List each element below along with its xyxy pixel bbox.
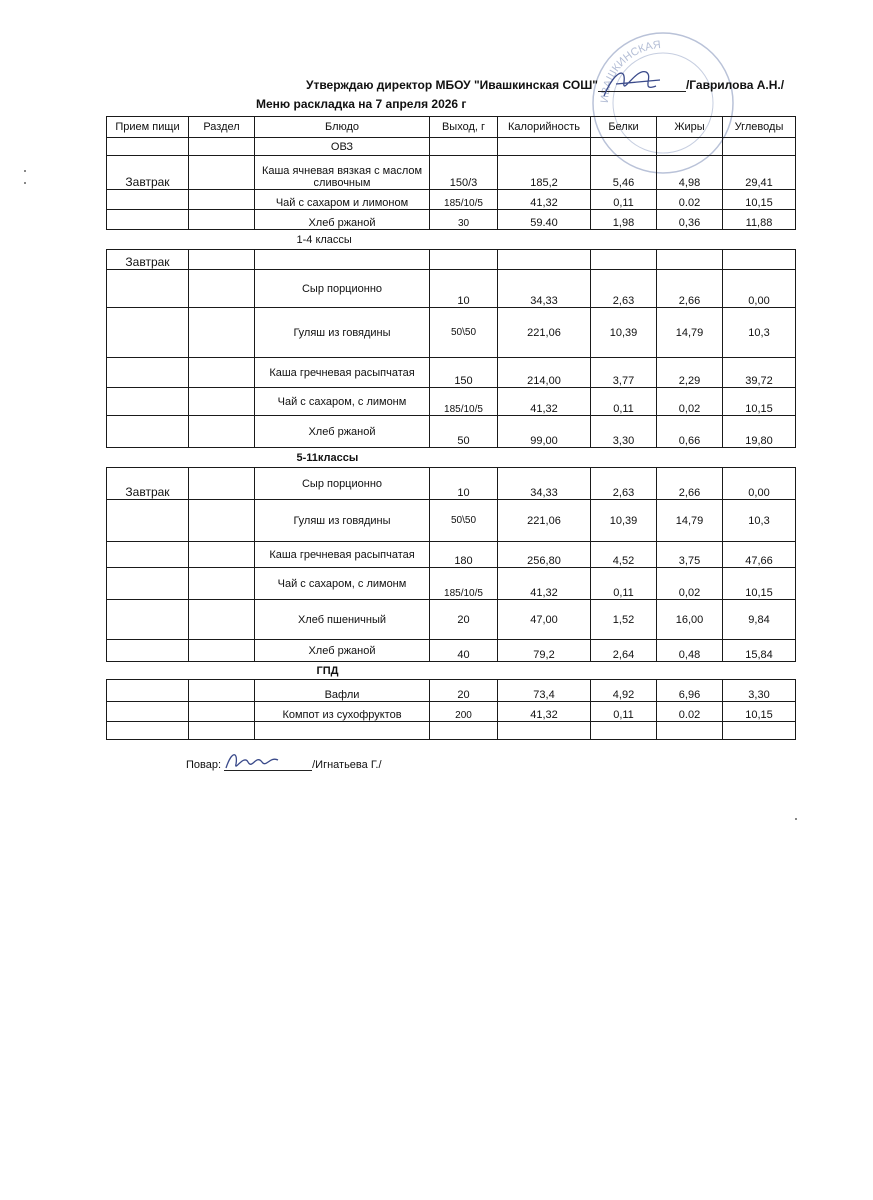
cook-signature: [222, 748, 282, 774]
carbs-cell: 9,84: [723, 600, 796, 640]
carbs-cell: 0,00: [723, 270, 796, 308]
yield-cell: 30: [430, 210, 498, 230]
dish-name: Хлеб ржаной: [255, 640, 430, 662]
table-row: [107, 500, 796, 542]
fat-cell: 2,66: [657, 468, 723, 500]
cook-label: Повар:: [186, 759, 222, 771]
carbs-cell: 10,3: [723, 500, 796, 542]
fat-cell: 14,79: [657, 308, 723, 358]
table-header-row: [107, 117, 796, 138]
col-fat-header: Жиры: [657, 117, 723, 138]
director-signature: [596, 62, 666, 102]
table-row: [107, 308, 796, 358]
scan-speck: [24, 182, 26, 184]
dish-name: Каша гречневая расыпчатая: [255, 542, 430, 568]
carbs-cell: 10,15: [723, 388, 796, 416]
fat-cell: 16,00: [657, 600, 723, 640]
yield-cell: 10: [430, 468, 498, 500]
yield-cell: 40: [430, 640, 498, 662]
fat-cell: 14,79: [657, 500, 723, 542]
col-carbs-header: Углеводы: [723, 117, 796, 138]
fat-cell: 0,66: [657, 416, 723, 448]
fat-cell: 4,98: [657, 156, 723, 190]
dish-name: Гуляш из говядины: [255, 500, 430, 542]
yield-cell: 185/10/5: [430, 388, 498, 416]
kcal-cell: 214,00: [498, 358, 591, 388]
table-row: [107, 416, 796, 448]
table-row: [107, 358, 796, 388]
dish-name: Чай с сахаром и лимоном: [255, 190, 430, 210]
yield-cell: 150/3: [430, 156, 498, 190]
carbs-cell: 39,72: [723, 358, 796, 388]
stamp-text: ИВАШКИНСКАЯ: [598, 38, 662, 104]
yield-cell: 20: [430, 600, 498, 640]
carbs-cell: 10,15: [723, 190, 796, 210]
table-row: [107, 722, 796, 740]
col-section-header: Раздел: [189, 117, 255, 138]
carbs-cell: 19,80: [723, 416, 796, 448]
table-row: [107, 388, 796, 416]
kcal-cell: 34,33: [498, 468, 591, 500]
yield-cell: 200: [430, 702, 498, 722]
protein-cell: 0,11: [591, 568, 657, 600]
protein-cell: 3,30: [591, 416, 657, 448]
dish-name: Каша гречневая расыпчатая: [255, 358, 430, 388]
yield-cell: 185/10/5: [430, 568, 498, 600]
kcal-cell: 47,00: [498, 600, 591, 640]
carbs-cell: 29,41: [723, 156, 796, 190]
yield-cell: 50\50: [430, 308, 498, 358]
kcal-cell: 185,2: [498, 156, 591, 190]
protein-cell: 2,63: [591, 270, 657, 308]
protein-cell: 2,64: [591, 640, 657, 662]
dish-name: Хлеб пшеничный: [255, 600, 430, 640]
col-kcal-header: Калорийность: [498, 117, 591, 138]
yield-cell: 50: [430, 416, 498, 448]
approval-line: [306, 78, 784, 92]
carbs-cell: 11,88: [723, 210, 796, 230]
yield-cell: 185/10/5: [430, 190, 498, 210]
meal-label: Завтрак: [107, 250, 189, 270]
fat-cell: 0.02: [657, 190, 723, 210]
table-row: [107, 680, 796, 702]
fat-cell: 0,02: [657, 568, 723, 600]
col-meal-header: Прием пищи: [107, 117, 189, 138]
yield-cell: 150: [430, 358, 498, 388]
carbs-cell: 15,84: [723, 640, 796, 662]
dish-name: Хлеб ржаной: [255, 416, 430, 448]
scan-speck: [795, 818, 797, 820]
table-row: [107, 702, 796, 722]
protein-cell: 10,39: [591, 500, 657, 542]
protein-cell: 4,52: [591, 542, 657, 568]
table-row: [107, 250, 796, 270]
dish-name: Чай с сахаром, с лимонм: [255, 388, 430, 416]
section-label-5-11: 5-11классы: [107, 448, 796, 468]
protein-cell: 0,11: [591, 388, 657, 416]
dish-name: Компот из сухофруктов: [255, 702, 430, 722]
protein-cell: 1,98: [591, 210, 657, 230]
section-row-ovz: [107, 138, 796, 156]
kcal-cell: 41,32: [498, 388, 591, 416]
fat-cell: 0.02: [657, 702, 723, 722]
yield-cell: 10: [430, 270, 498, 308]
dish-name: Каша ячневая вязкая с маслом сливочным: [255, 156, 430, 190]
protein-cell: 0,11: [591, 190, 657, 210]
kcal-cell: 221,06: [498, 500, 591, 542]
fat-cell: 0,48: [657, 640, 723, 662]
cook-signature-line: [186, 758, 382, 771]
section-label-1-4: 1-4 классы: [107, 230, 796, 250]
dish-name: Чай с сахаром, с лимонм: [255, 568, 430, 600]
kcal-cell: 59.40: [498, 210, 591, 230]
scan-speck: [24, 170, 26, 172]
col-yield-header: Выход, г: [430, 117, 498, 138]
dish-name: Гуляш из говядины: [255, 308, 430, 358]
table-row: [107, 210, 796, 230]
dish-name: Сыр порционно: [255, 468, 430, 500]
table-row: [107, 190, 796, 210]
kcal-cell: 99,00: [498, 416, 591, 448]
menu-table: [106, 116, 796, 740]
director-name: /Гаврилова А.Н./: [685, 78, 785, 92]
table-row: [107, 156, 796, 190]
kcal-cell: 41,32: [498, 702, 591, 722]
fat-cell: 0,02: [657, 388, 723, 416]
approval-prefix: Утверждаю директор МБОУ "Ивашкинская СОШ": [306, 78, 598, 92]
carbs-cell: 10,15: [723, 568, 796, 600]
col-dish-header: Блюдо: [255, 117, 430, 138]
section-row-5-11: [107, 448, 796, 468]
protein-cell: 0,11: [591, 702, 657, 722]
carbs-cell: 10,3: [723, 308, 796, 358]
kcal-cell: 221,06: [498, 308, 591, 358]
meal-label: Завтрак: [107, 468, 189, 500]
section-row-1-4: [107, 230, 796, 250]
col-protein-header: Белки: [591, 117, 657, 138]
kcal-cell: 34,33: [498, 270, 591, 308]
dish-name: Вафли: [255, 680, 430, 702]
page-title: Меню раскладка на 7 апреля 2026 г: [256, 97, 467, 111]
table-row: [107, 542, 796, 568]
table-row: [107, 640, 796, 662]
section-label-ovz: ОВЗ: [255, 138, 430, 156]
fat-cell: 3,75: [657, 542, 723, 568]
fat-cell: 2,66: [657, 270, 723, 308]
fat-cell: 6,96: [657, 680, 723, 702]
protein-cell: 3,77: [591, 358, 657, 388]
table-row: [107, 468, 796, 500]
carbs-cell: 10,15: [723, 702, 796, 722]
fat-cell: 2,29: [657, 358, 723, 388]
protein-cell: 1,52: [591, 600, 657, 640]
yield-cell: 50\50: [430, 500, 498, 542]
kcal-cell: 256,80: [498, 542, 591, 568]
dish-name: Сыр порционно: [255, 270, 430, 308]
dish-name: Хлеб ржаной: [255, 210, 430, 230]
table-row: [107, 568, 796, 600]
section-label-gpd: ГПД: [107, 662, 796, 680]
cook-name: /Игнатьева Г./: [312, 759, 382, 771]
carbs-cell: 0,00: [723, 468, 796, 500]
kcal-cell: 41,32: [498, 568, 591, 600]
kcal-cell: 79,2: [498, 640, 591, 662]
fat-cell: 0,36: [657, 210, 723, 230]
carbs-cell: 47,66: [723, 542, 796, 568]
yield-cell: 20: [430, 680, 498, 702]
protein-cell: 10,39: [591, 308, 657, 358]
protein-cell: 2,63: [591, 468, 657, 500]
protein-cell: 5,46: [591, 156, 657, 190]
meal-label: Завтрак: [107, 156, 189, 190]
table-row: [107, 600, 796, 640]
kcal-cell: 41,32: [498, 190, 591, 210]
yield-cell: 180: [430, 542, 498, 568]
section-row-gpd: [107, 662, 796, 680]
table-row: [107, 270, 796, 308]
protein-cell: 4,92: [591, 680, 657, 702]
kcal-cell: 73,4: [498, 680, 591, 702]
carbs-cell: 3,30: [723, 680, 796, 702]
